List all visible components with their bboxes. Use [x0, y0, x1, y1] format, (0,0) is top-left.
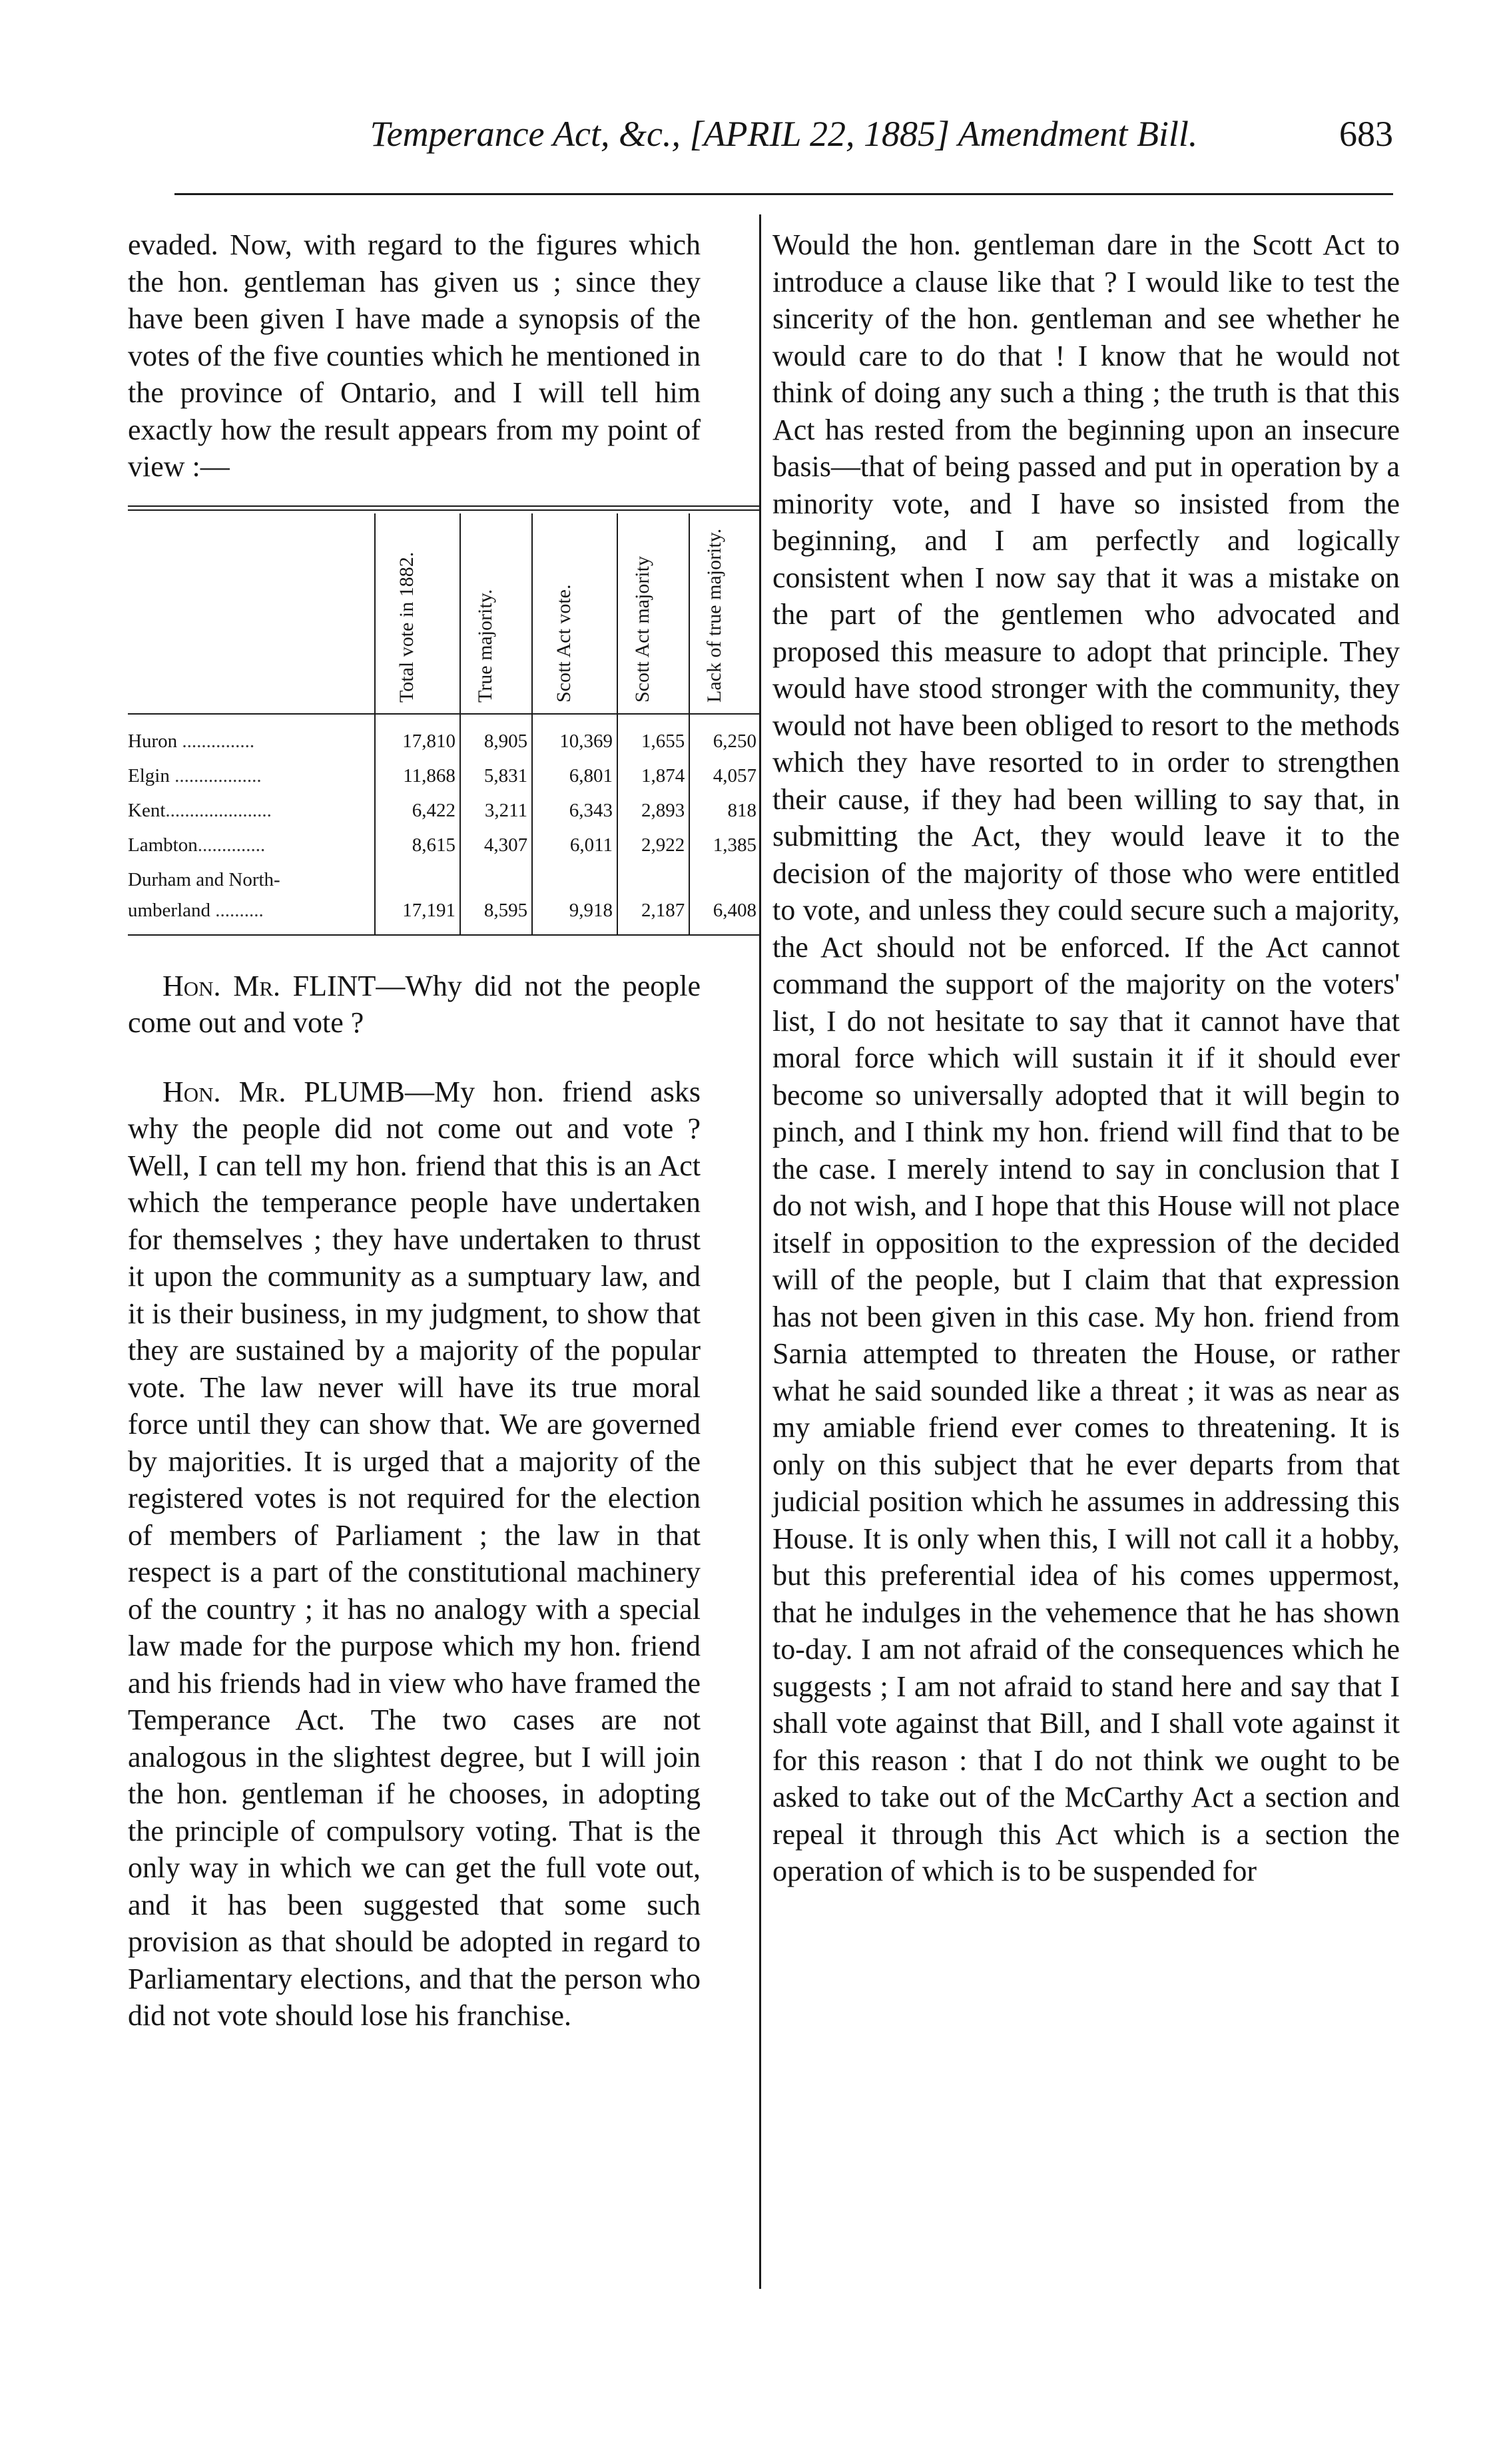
county-name: Kent...................... — [128, 799, 272, 821]
speaker-name: Hon. Mr. PLUMB — [162, 1075, 405, 1108]
table-row — [128, 759, 760, 793]
table-cell — [689, 862, 760, 893]
table-cell: 6,011 — [532, 828, 617, 862]
table-cell: 2,187 — [617, 893, 689, 935]
table-cell: 4,057 — [689, 759, 760, 793]
right-paragraph: Would the hon. gentleman dare in the Scott Act to introduce a clause like that ? I would like to test the sincerity of the hon. gentleman and see whether he would care to do that ! I know that he would not think of doing any such a thing ; the truth is that this Act has rested from the beginning upon an insecure basis—that of being passed and put in operation by a minority vote, and I have so insisted from the beginning, and I am perfectly and logically consistent when I now say that it was a mistake on the part of the gentlemen who advocated and proposed this measure to adopt that principle. They would have stood stronger with the community, they would not have been obliged to resort to the methods which they have resorted to in order to strengthen their cause, if they had been willing to say that, in submitting the Act, they would leave it to the decision of the majority of those who were entitled to vote, and unless they could secure such a majority, the Act should not be enforced. If the Act cannot command the support of the majority on the voters' list, I do not hesitate to say that it cannot have that moral force which will sustain it if it should ever become so universally adopted that it will begin to pinch, and I think my hon. friend will find that to be the case. I merely intend to say in conclusion that I do not wish, and I hope that this House will not place itself in opposition to the expression of the decided will of the people, but I claim that that expression has not been given in this case. My hon. friend from Sarnia attempted to threaten the House, or rather what he said sounded like a threat ; it was as near as my amiable friend ever comes to threatening. It is only on this subject that he ever departs from that judicial position which he assumes in addressing this House. It is only when this, I will not call it a hobby, but this preferential idea of his comes uppermost, that he indulges in the vehemence that he has shown to-day. I am not afraid of the consequences which he suggests ; I am not afraid to stand here and say that I shall vote against that Bill, and I shall vote against it for this reason : that I do not think we ought to be asked to take out of the McCarthy Act a section and repeal it through this Act which is a section the operation of which is to be suspended for — [772, 228, 1400, 1887]
table-cell: 6,801 — [532, 759, 617, 793]
table-cell — [617, 862, 689, 893]
header-scott-majority: Scott Act majority — [617, 513, 689, 714]
table-cell: 6,250 — [689, 714, 760, 759]
left-column — [128, 226, 756, 2034]
table-row — [128, 893, 760, 935]
table-cell: 8,595 — [460, 893, 532, 935]
header-total-vote: Total vote in 1882. — [375, 513, 460, 714]
table-cell: 1,385 — [689, 828, 760, 862]
table-row — [128, 714, 760, 759]
table-cell — [532, 862, 617, 893]
header-true-majority: True majority. — [460, 513, 532, 714]
table-row — [128, 828, 760, 862]
county-header — [128, 513, 375, 714]
table-cell: 9,918 — [532, 893, 617, 935]
intro-paragraph: evaded. Now, with regard to the figures which the hon. gentleman has given us ; since they have been given I have made a synopsis of the votes of the five counties which he mentioned in the province of Ontario, and I will tell him exactly how the result appears from my point of view :— — [128, 228, 701, 483]
county-name: Huron ............... — [128, 714, 375, 759]
header-rule — [174, 193, 1393, 195]
county-name: Lambton.............. — [128, 834, 266, 856]
table-cell: 17,191 — [375, 893, 460, 935]
table-cell: 6,422 — [375, 793, 460, 828]
table-cell: 818 — [689, 793, 760, 828]
table-cell: 6,343 — [532, 793, 617, 828]
table-cell: 6,408 — [689, 893, 760, 935]
flint-paragraph — [128, 968, 701, 1042]
table-cell: 5,831 — [460, 759, 532, 793]
page-number: 683 — [1339, 114, 1393, 154]
page-header — [174, 113, 1393, 160]
table-cell: 4,307 — [460, 828, 532, 862]
running-title: Temperance Act, &c., [APRIL 22, 1885] Amendment Bill. — [370, 114, 1198, 154]
table-cell: 1,874 — [617, 759, 689, 793]
table-cell: 17,810 — [375, 714, 460, 759]
plumb-paragraph — [128, 1074, 701, 2034]
table-row — [128, 793, 760, 828]
table-cell: 2,893 — [617, 793, 689, 828]
vote-table — [128, 505, 760, 936]
table-cell: 8,615 — [375, 828, 460, 862]
table-cell: 11,868 — [375, 759, 460, 793]
county-name: Durham and North- — [128, 868, 280, 890]
table-cell: 8,905 — [460, 714, 532, 759]
speaker-name: Hon. Mr. FLINT — [162, 969, 376, 1002]
table-cell: 2,922 — [617, 828, 689, 862]
header-lack-majority: Lack of true majority. — [689, 513, 760, 714]
county-name: umberland .......... — [128, 893, 375, 935]
header-scott-vote: Scott Act vote. — [532, 513, 617, 714]
table-row — [128, 862, 760, 893]
votes-table — [128, 513, 760, 936]
right-column — [772, 226, 1400, 1890]
table-top-rule — [128, 505, 760, 507]
table-cell: 3,211 — [460, 793, 532, 828]
table-cell: 1,655 — [617, 714, 689, 759]
table-cell: 10,369 — [532, 714, 617, 759]
table-cell — [375, 862, 460, 893]
table-cell — [460, 862, 532, 893]
table-top-rule-2 — [128, 509, 760, 511]
speech-text: —Why did not the people come out and vote ? — [128, 969, 701, 1039]
county-name: Elgin .................. — [128, 765, 262, 786]
speech-text: —My hon. friend asks why the people did not come out and vote ? Well, I can tell my hon. friend that this is an Act which the temperance people have undertaken for themselves ; they have undertaken to thrust it upon the community as a sumptuary law, and it is their business, in my judgment, to show that they are sustained by a majority of the popular vote. The law never will have its true moral force until they can show that. We are governed by majorities. It is urged that a majority of the registered votes is not required for the election of members of Parliament ; the law in that respect is a part of the constitutional machinery of the country ; it has no analogy with a special law made for the purpose which my hon. friend and his friends had in view who have framed the Temperance Act. The two cases are not analogous in the slightest degree, but I will join the hon. gentleman if he chooses, in adopting the principle of compulsory voting. That is the only way in which we can get the full vote out, and it has been suggested that some such provision as that should be adopted in regard to Parliamentary elections, and that the person who did not vote should lose his franchise. — [128, 1075, 701, 2032]
